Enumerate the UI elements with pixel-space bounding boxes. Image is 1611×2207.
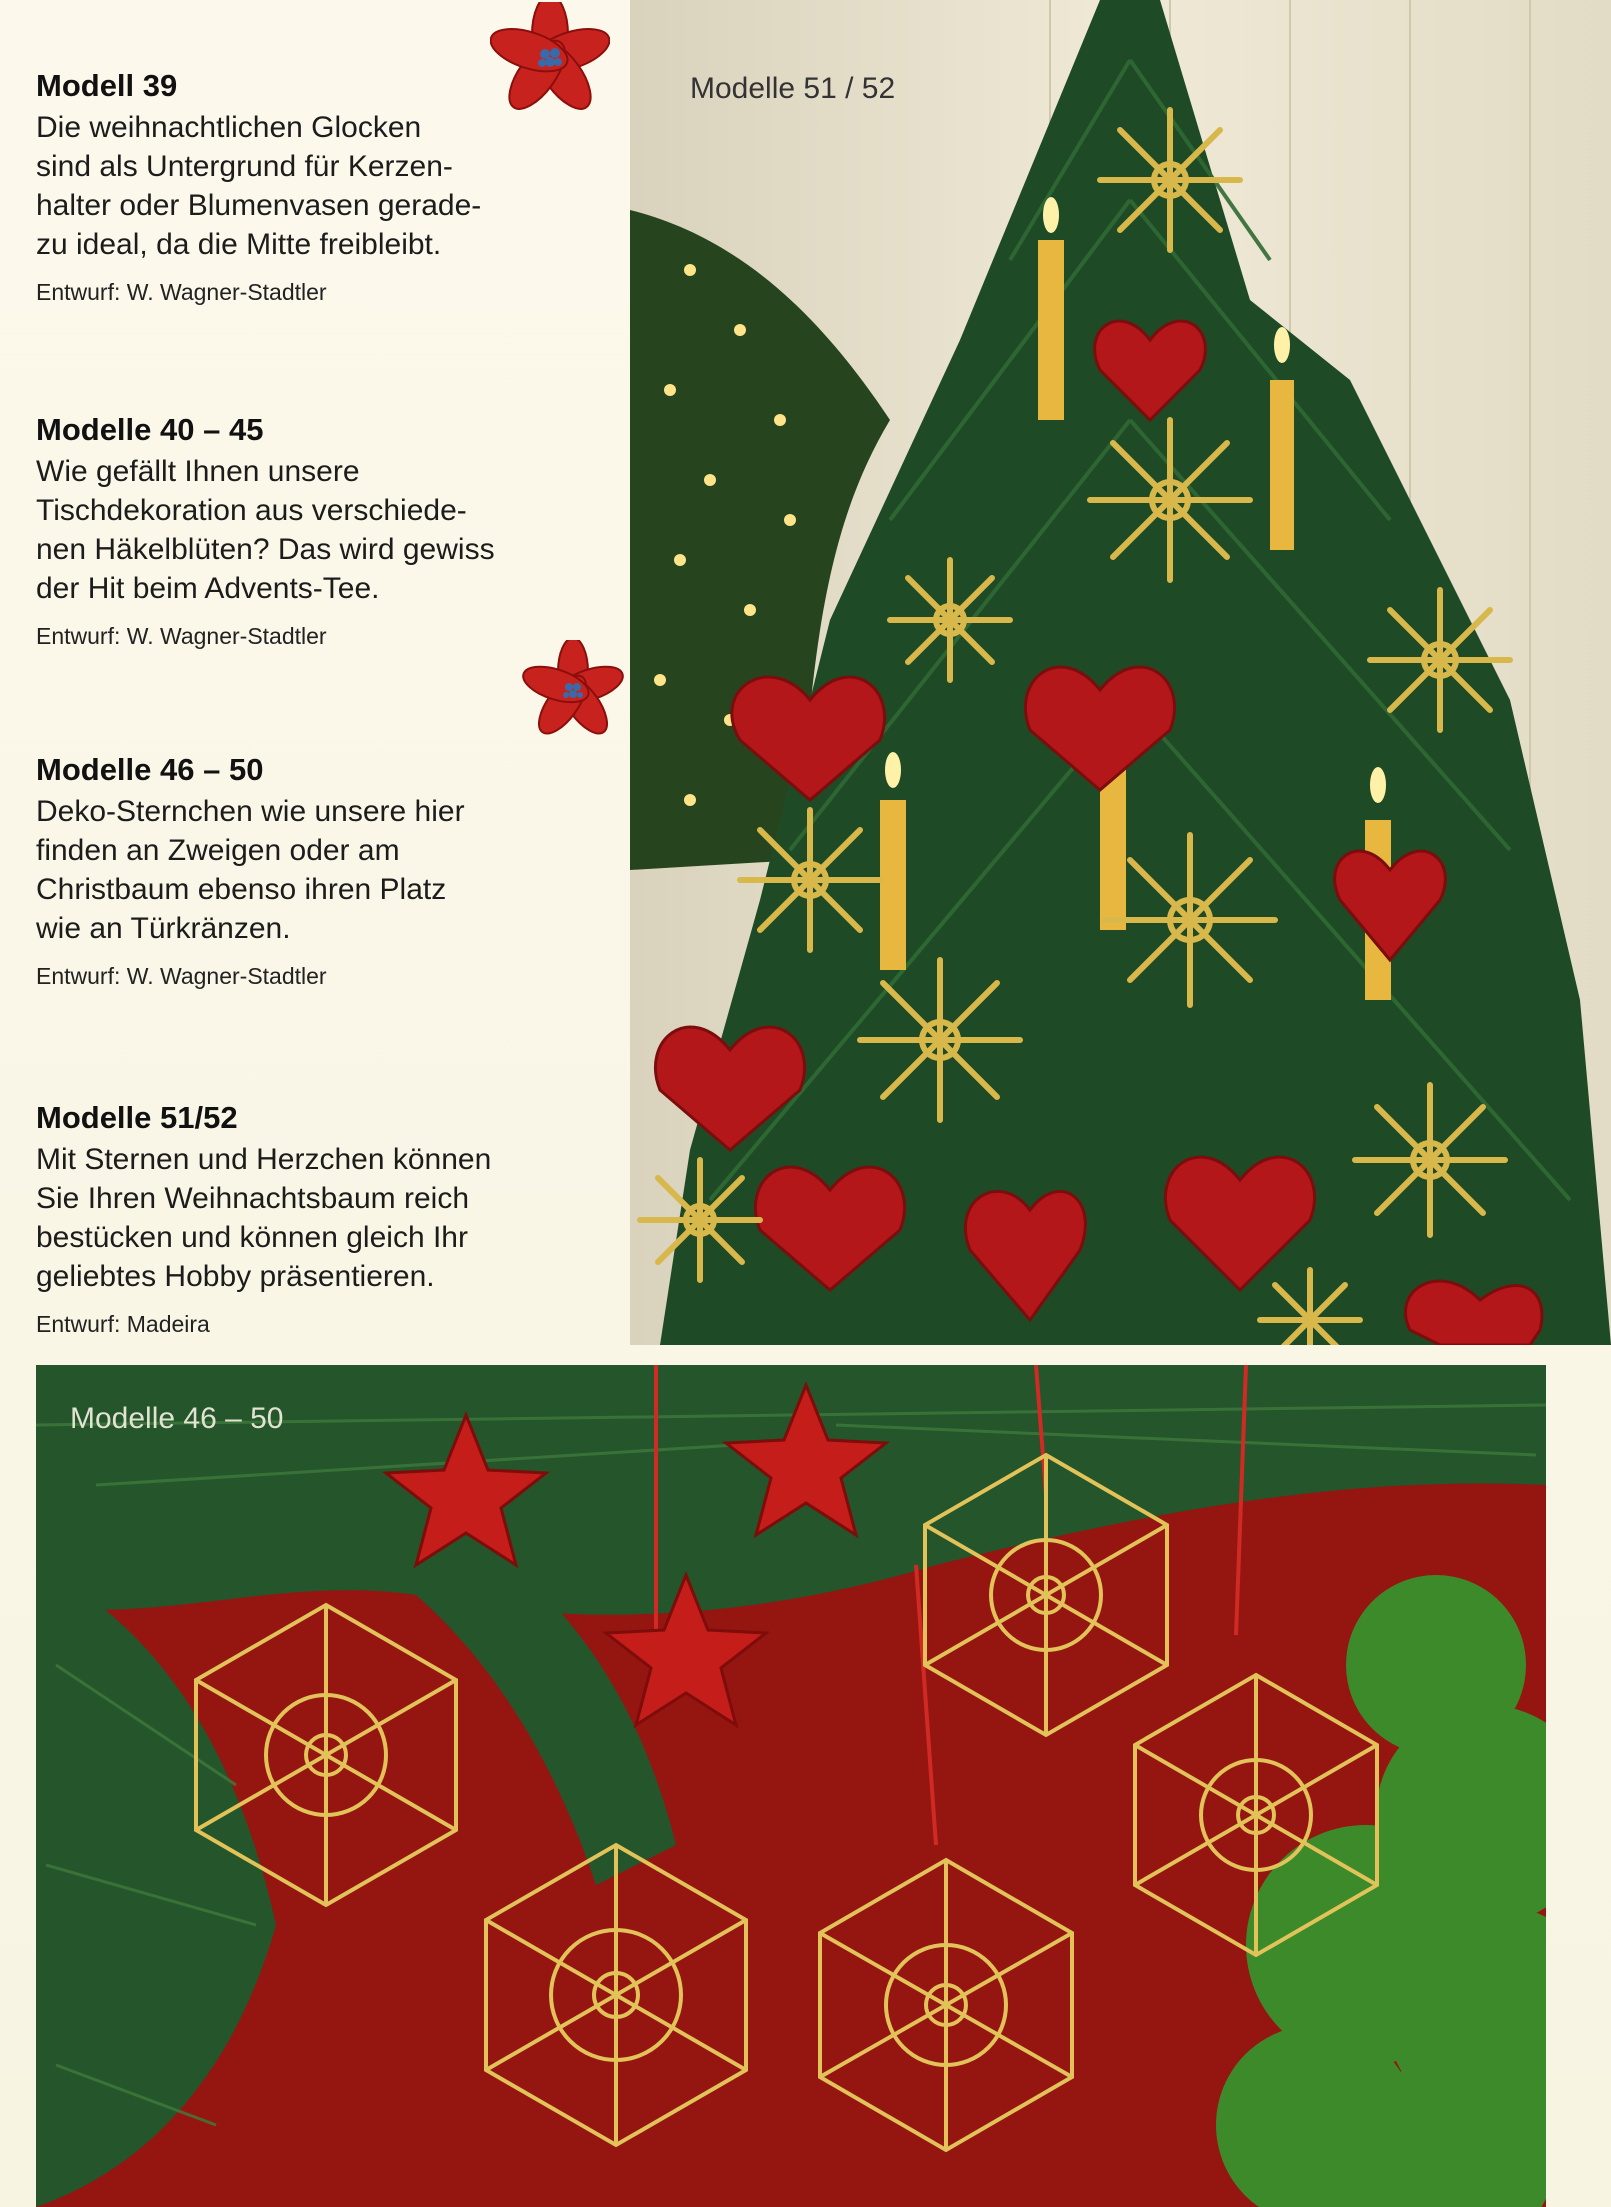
photo-caption-ornaments: Modelle 46 – 50 <box>70 1402 284 1435</box>
entry-body <box>36 108 636 264</box>
red-flower-decoration <box>518 640 628 740</box>
entry-title: Modelle 40 – 45 <box>36 412 264 447</box>
body-line: Tischdekoration aus verschiede- <box>36 494 467 527</box>
entry-title: Modelle 46 – 50 <box>36 752 264 787</box>
entry-body <box>36 1140 636 1296</box>
entry-credit: Entwurf: W. Wagner-Stadtler <box>36 279 327 305</box>
entry-modelle-40-45 <box>36 412 636 650</box>
entry-modelle-46-50 <box>36 752 636 990</box>
body-line: sind als Untergrund für Kerzen- <box>36 150 453 183</box>
christmas-tree-photo <box>630 0 1611 1345</box>
body-line: Sie Ihren Weihnachtsbaum reich <box>36 1182 470 1215</box>
body-line: finden an Zweigen oder am <box>36 834 400 867</box>
body-line: halter oder Blumenvasen gerade- <box>36 189 482 222</box>
body-line: geliebtes Hobby präsentieren. <box>36 1260 435 1293</box>
body-line: Die weihnachtlichen Glocken <box>36 111 422 144</box>
entry-title: Modell 39 <box>36 68 178 103</box>
body-line: Mit Sternen und Herzchen können <box>36 1143 492 1176</box>
body-line: Wie gefällt Ihnen unsere <box>36 455 360 488</box>
body-line: der Hit beim Advents-Tee. <box>36 572 380 605</box>
ornaments-photo <box>36 1365 1546 2207</box>
entry-body <box>36 452 636 608</box>
entry-modelle-51-52 <box>36 1100 636 1338</box>
body-line: bestücken und können gleich Ihr <box>36 1221 468 1254</box>
entry-modell-39 <box>36 68 636 306</box>
entry-credit: Entwurf: W. Wagner-Stadtler <box>36 623 327 649</box>
entry-credit: Entwurf: Madeira <box>36 1311 210 1337</box>
body-line: Deko-Sternchen wie unsere hier <box>36 795 465 828</box>
body-line: zu ideal, da die Mitte freibleibt. <box>36 228 442 261</box>
entry-credit: Entwurf: W. Wagner-Stadtler <box>36 963 327 989</box>
body-line: nen Häkelblüten? Das wird gewiss <box>36 533 495 566</box>
entry-body <box>36 792 636 948</box>
entry-title: Modelle 51/52 <box>36 1100 238 1135</box>
photo-caption-tree: Modelle 51 / 52 <box>690 72 896 105</box>
body-line: Christbaum ebenso ihren Platz <box>36 873 447 906</box>
body-line: wie an Türkränzen. <box>36 912 291 945</box>
